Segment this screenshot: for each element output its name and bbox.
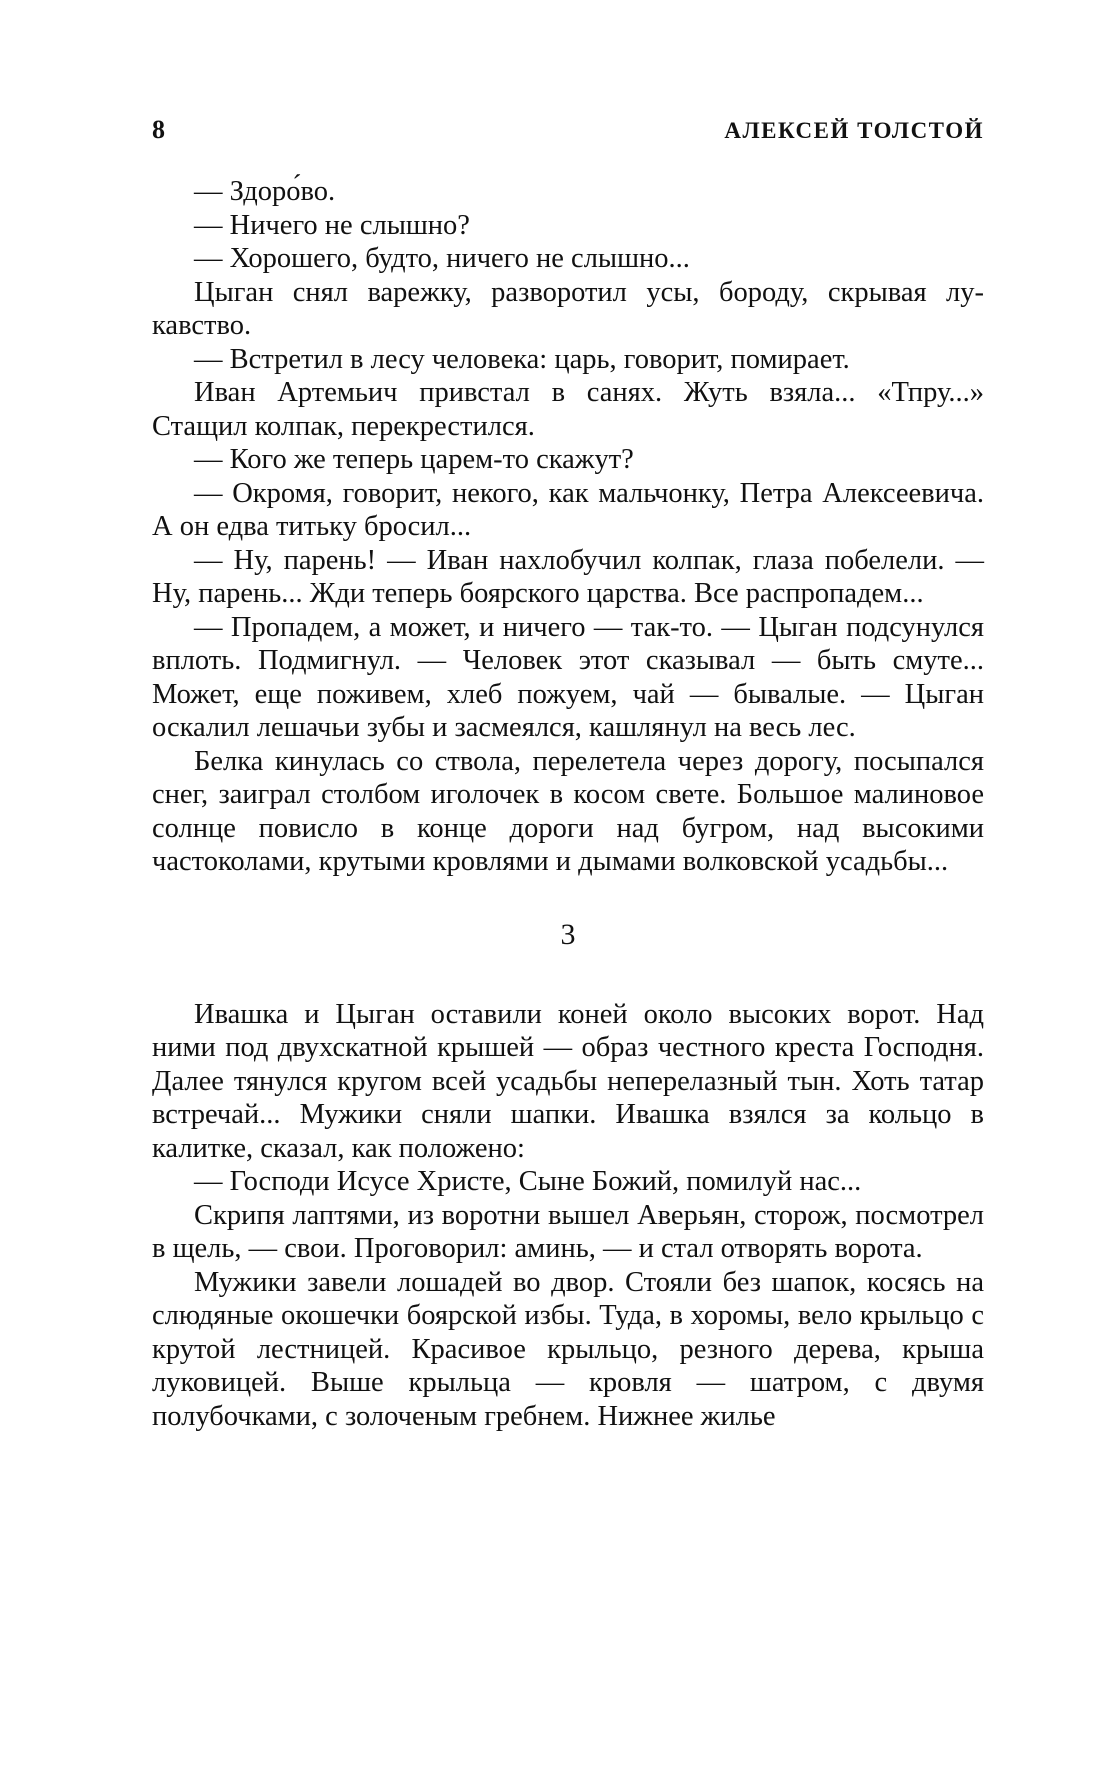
paragraph: Скрипя лаптями, из воротни вышел Аверьян, сторож, посмотрел в щель, — свои. Проговорил: аминь, — и стал отворять ворота. [152, 1199, 984, 1264]
paragraph: — Ничего не слышно? [194, 209, 470, 241]
running-head [152, 115, 984, 155]
chapter-number: 3 [560, 917, 576, 951]
paragraph: Белка кинулась со ствола, перелетела через дорогу, посыпался снег, заиграл столбом иголочек в косом свете. Большое малиновое солнце повисло в конце дороги над бугром, над высокими частоколами, крутыми кровлями и дымами волковской усадьбы... [152, 745, 984, 877]
paragraph: — Ну, парень! — Иван нахлобучил колпак, глаза побелели. — Ну, парень... Жди теперь боярского царства. Все распропадем... [152, 544, 984, 609]
running-head-author: АЛЕКСЕЙ ТОЛСТОЙ [724, 118, 984, 143]
paragraph: — Господи Исусе Христе, Сыне Божий, помилуй нас... [194, 1166, 862, 1197]
paragraph: — Здоро́во. [194, 176, 336, 207]
section-2-text [152, 998, 984, 1434]
paragraph: — Хорошего, будто, ничего не слышно... [194, 243, 690, 274]
paragraph: — Встретил в лесу человека: царь, говорит, помирает. [194, 343, 850, 375]
paragraph: Ивашка и Цыган оставили коней около высоких ворот. Над ними под двухскатной крышей — образ честного креста Господня. Далее тянулся кругом всей усадьбы неперелазный тын. Хоть татар встречай... Мужики сняли шапки. Ивашка взялся за кольцо в калитке, сказал, как положено: [152, 998, 984, 1164]
paragraph: Цыган снял варежку, разворотил усы, бороду, скрывая лукавство. [152, 276, 984, 341]
section-1-text [152, 175, 984, 879]
paragraph: Иван Артемьич привстал в санях. Жуть взяла... «Тпру...» Стащил колпак, перекрестился. [152, 377, 984, 442]
page-number: 8 [152, 115, 165, 144]
paragraph: — Окромя, говорит, некого, как мальчонку, Петра Алексеевича. А он едва титьку бросил... [152, 477, 984, 542]
book-page [152, 115, 984, 1433]
paragraph: — Пропадем, а может, и ничего — так-то. — Цыган подсунулся вплоть. Подмигнул. — Человек этот сказывал — быть смуте... Может, еще поживем, хлеб пожуем, чай — бывалые. — Цыган оскалил лешачьи зубы и засмеялся, кашлянул на весь лес. [152, 611, 984, 743]
paragraph: — Кого же теперь царем-то скажут? [194, 444, 634, 475]
paragraph: Мужики завели лошадей во двор. Стояли без шапок, косясь на слюдяные окошечки боярской избы. Туда, в хоромы, вело крыльцо с крутой лестницей. Красивое крыльцо, резного дерева, крыша луковицей. Выше крыльца — кровля — шатром, с двумя полубочками, с золоченым гребнем. Нижнее жилье [152, 1266, 984, 1432]
